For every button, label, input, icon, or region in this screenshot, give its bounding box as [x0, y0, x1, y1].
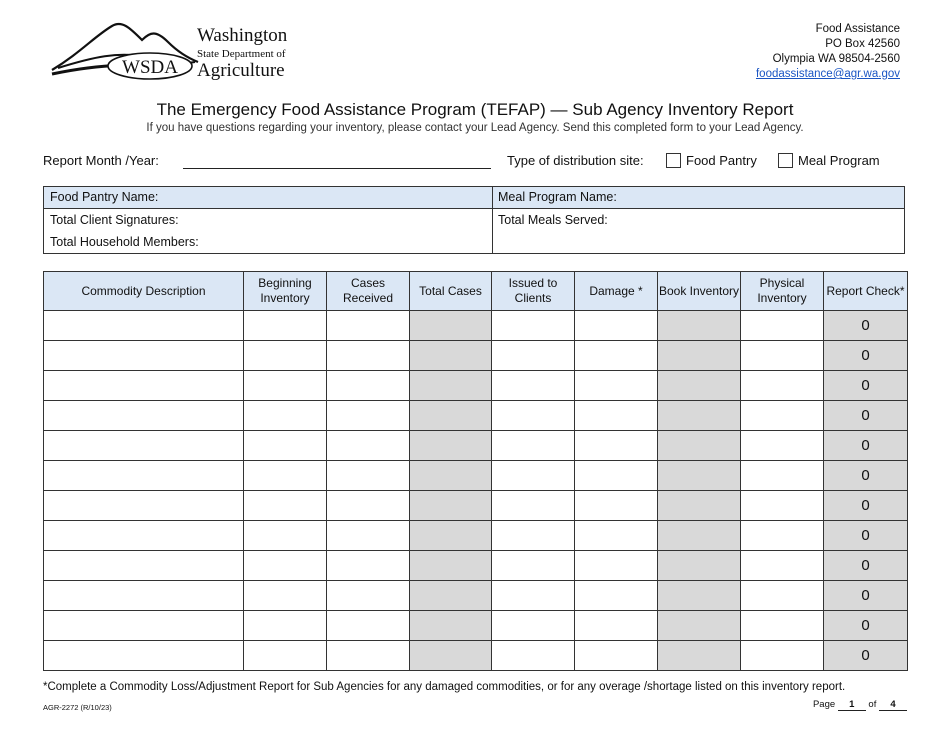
calculated-cell	[410, 491, 492, 521]
food-pantry-checkbox[interactable]	[666, 153, 681, 168]
input-cell[interactable]	[327, 611, 410, 641]
report-check-cell: 0	[824, 611, 908, 641]
calculated-cell	[410, 581, 492, 611]
calculated-cell	[410, 461, 492, 491]
contact-box: PO Box 42560	[825, 38, 900, 50]
calculated-cell	[410, 401, 492, 431]
report-month-label: Report Month /Year:	[43, 153, 159, 168]
input-cell[interactable]	[44, 581, 244, 611]
input-cell[interactable]	[575, 521, 658, 551]
table-row	[44, 521, 908, 551]
input-cell[interactable]	[741, 521, 824, 551]
input-cell[interactable]	[327, 521, 410, 551]
input-cell[interactable]	[492, 551, 575, 581]
input-cell[interactable]	[492, 401, 575, 431]
input-cell[interactable]	[492, 311, 575, 341]
input-cell[interactable]	[575, 401, 658, 431]
input-cell[interactable]	[244, 491, 327, 521]
table-row	[44, 551, 908, 581]
input-cell[interactable]	[44, 521, 244, 551]
input-cell[interactable]	[327, 641, 410, 671]
footnote: *Complete a Commodity Loss/Adjustment Report for Sub Agencies for any damaged commodities, or for any overage /shortage listed on this inventory report.	[43, 681, 846, 693]
report-check-cell: 0	[824, 641, 908, 671]
pagination	[813, 699, 907, 711]
meal-program-name-label: Meal Program Name:	[498, 190, 617, 204]
calculated-cell	[410, 341, 492, 371]
input-cell[interactable]	[741, 371, 824, 401]
input-cell[interactable]	[492, 581, 575, 611]
info-divider	[492, 187, 493, 253]
report-check-cell: 0	[824, 341, 908, 371]
input-cell[interactable]	[492, 371, 575, 401]
input-cell[interactable]	[244, 311, 327, 341]
report-check-cell: 0	[824, 581, 908, 611]
calculated-cell	[658, 491, 741, 521]
calculated-cell	[410, 641, 492, 671]
input-cell[interactable]	[327, 551, 410, 581]
table-row	[44, 461, 908, 491]
col-book-inventory: Book Inventory	[658, 272, 741, 311]
calculated-cell	[658, 641, 741, 671]
food-pantry-label: Food Pantry	[686, 153, 757, 168]
input-cell[interactable]	[741, 581, 824, 611]
input-cell[interactable]	[492, 461, 575, 491]
report-check-cell: 0	[824, 371, 908, 401]
input-cell[interactable]	[492, 611, 575, 641]
report-check-cell: 0	[824, 431, 908, 461]
input-cell[interactable]	[327, 461, 410, 491]
report-month-input[interactable]	[183, 168, 491, 169]
input-cell[interactable]	[244, 431, 327, 461]
input-cell[interactable]	[44, 341, 244, 371]
food-pantry-name-field[interactable]	[44, 187, 493, 209]
distribution-type-label: Type of distribution site:	[507, 153, 644, 168]
input-cell[interactable]	[741, 641, 824, 671]
calculated-cell	[410, 521, 492, 551]
calculated-cell	[410, 611, 492, 641]
input-cell[interactable]	[741, 311, 824, 341]
form-id: AGR-2272 (R/10/23)	[43, 703, 112, 712]
report-check-cell: 0	[824, 311, 908, 341]
input-cell[interactable]	[244, 401, 327, 431]
input-cell[interactable]	[327, 581, 410, 611]
input-cell[interactable]	[575, 341, 658, 371]
input-cell[interactable]	[44, 611, 244, 641]
table-row	[44, 611, 908, 641]
input-cell[interactable]	[244, 341, 327, 371]
food-pantry-name-label: Food Pantry Name:	[50, 190, 159, 204]
calculated-cell	[658, 431, 741, 461]
agency-name-line3: Agriculture	[197, 60, 285, 81]
input-cell[interactable]	[327, 401, 410, 431]
input-cell[interactable]	[492, 431, 575, 461]
table-row	[44, 491, 908, 521]
input-cell[interactable]	[741, 491, 824, 521]
input-cell[interactable]	[244, 461, 327, 491]
table-row	[44, 311, 908, 341]
page-total: 4	[879, 699, 907, 711]
calculated-cell	[658, 371, 741, 401]
input-cell[interactable]	[741, 551, 824, 581]
calculated-cell	[410, 551, 492, 581]
contact-email-link[interactable]: foodassistance@agr.wa.gov	[755, 68, 900, 80]
meal-program-checkbox[interactable]	[778, 153, 793, 168]
calculated-cell	[658, 521, 741, 551]
col-report-check: Report Check*	[824, 272, 908, 311]
input-cell[interactable]	[244, 371, 327, 401]
input-cell[interactable]	[741, 401, 824, 431]
input-cell[interactable]	[741, 461, 824, 491]
col-damage: Damage *	[575, 272, 658, 311]
page-current: 1	[838, 699, 866, 711]
col-beginning-inventory: Beginning Inventory	[244, 272, 327, 311]
input-cell[interactable]	[44, 491, 244, 521]
input-cell[interactable]	[327, 341, 410, 371]
agency-name	[197, 26, 287, 80]
input-cell[interactable]	[44, 461, 244, 491]
input-cell[interactable]	[575, 311, 658, 341]
input-cell[interactable]	[741, 431, 824, 461]
report-check-cell: 0	[824, 461, 908, 491]
input-cell[interactable]	[44, 641, 244, 671]
input-cell[interactable]	[327, 311, 410, 341]
page-title: The Emergency Food Assistance Program (TEFAP) — Sub Agency Inventory Report	[156, 100, 794, 119]
col-physical-inventory: Physical Inventory	[741, 272, 824, 311]
input-cell[interactable]	[741, 611, 824, 641]
calculated-cell	[658, 461, 741, 491]
input-cell[interactable]	[44, 371, 244, 401]
input-cell[interactable]	[44, 401, 244, 431]
table-header-row	[44, 272, 908, 311]
table-row	[44, 401, 908, 431]
agency-name-line2: State Department of	[197, 48, 286, 60]
meal-program-name-field[interactable]	[492, 187, 904, 209]
input-cell[interactable]	[327, 431, 410, 461]
input-cell[interactable]	[244, 521, 327, 551]
input-cell[interactable]	[244, 641, 327, 671]
input-cell[interactable]	[244, 581, 327, 611]
input-cell[interactable]	[575, 431, 658, 461]
input-cell[interactable]	[327, 371, 410, 401]
col-cases-received: Cases Received	[327, 272, 410, 311]
table-row	[44, 581, 908, 611]
input-cell[interactable]	[575, 611, 658, 641]
calculated-cell	[658, 401, 741, 431]
input-cell[interactable]	[575, 461, 658, 491]
logo-abbr: WSDA	[122, 57, 178, 78]
table-row	[44, 431, 908, 461]
calculated-cell	[410, 371, 492, 401]
input-cell[interactable]	[44, 311, 244, 341]
page-subtitle: If you have questions regarding your inventory, please contact your Lead Agency. Send this completed form to your Lead Agency.	[146, 122, 804, 134]
calculated-cell	[658, 581, 741, 611]
input-cell[interactable]	[492, 521, 575, 551]
table-row	[44, 371, 908, 401]
report-check-cell: 0	[824, 401, 908, 431]
total-client-signatures-label: Total Client Signatures:	[50, 213, 179, 227]
table-row	[44, 341, 908, 371]
report-check-cell: 0	[824, 551, 908, 581]
agency-name-line1: Washington	[197, 25, 288, 46]
calculated-cell	[658, 611, 741, 641]
input-cell[interactable]	[44, 551, 244, 581]
inventory-table	[43, 271, 908, 671]
input-cell[interactable]	[575, 491, 658, 521]
table-row	[44, 641, 908, 671]
contact-name: Food Assistance	[815, 23, 900, 35]
input-cell[interactable]	[575, 371, 658, 401]
input-cell[interactable]	[741, 341, 824, 371]
calculated-cell	[410, 311, 492, 341]
input-cell[interactable]	[575, 581, 658, 611]
site-info-box	[43, 186, 905, 254]
calculated-cell	[410, 431, 492, 461]
total-household-members-label: Total Household Members:	[50, 235, 199, 249]
input-cell[interactable]	[492, 641, 575, 671]
page-label: Page	[812, 699, 836, 710]
input-cell[interactable]	[327, 491, 410, 521]
input-cell[interactable]	[492, 341, 575, 371]
contact-city: Olympia WA 98504-2560	[772, 53, 900, 65]
input-cell[interactable]	[244, 551, 327, 581]
calculated-cell	[658, 551, 741, 581]
input-cell[interactable]	[575, 641, 658, 671]
calculated-cell	[658, 311, 741, 341]
input-cell[interactable]	[244, 611, 327, 641]
total-meals-served-label: Total Meals Served:	[498, 213, 608, 227]
col-commodity-description: Commodity Description	[44, 272, 244, 311]
input-cell[interactable]	[492, 491, 575, 521]
report-check-cell: 0	[824, 491, 908, 521]
col-issued-to-clients: Issued to Clients	[492, 272, 575, 311]
meal-program-label: Meal Program	[798, 153, 880, 168]
col-total-cases: Total Cases	[410, 272, 492, 311]
input-cell[interactable]	[575, 551, 658, 581]
contact-block	[756, 22, 900, 82]
report-check-cell: 0	[824, 521, 908, 551]
calculated-cell	[658, 341, 741, 371]
page-of-label: of	[868, 699, 877, 710]
input-cell[interactable]	[44, 431, 244, 461]
